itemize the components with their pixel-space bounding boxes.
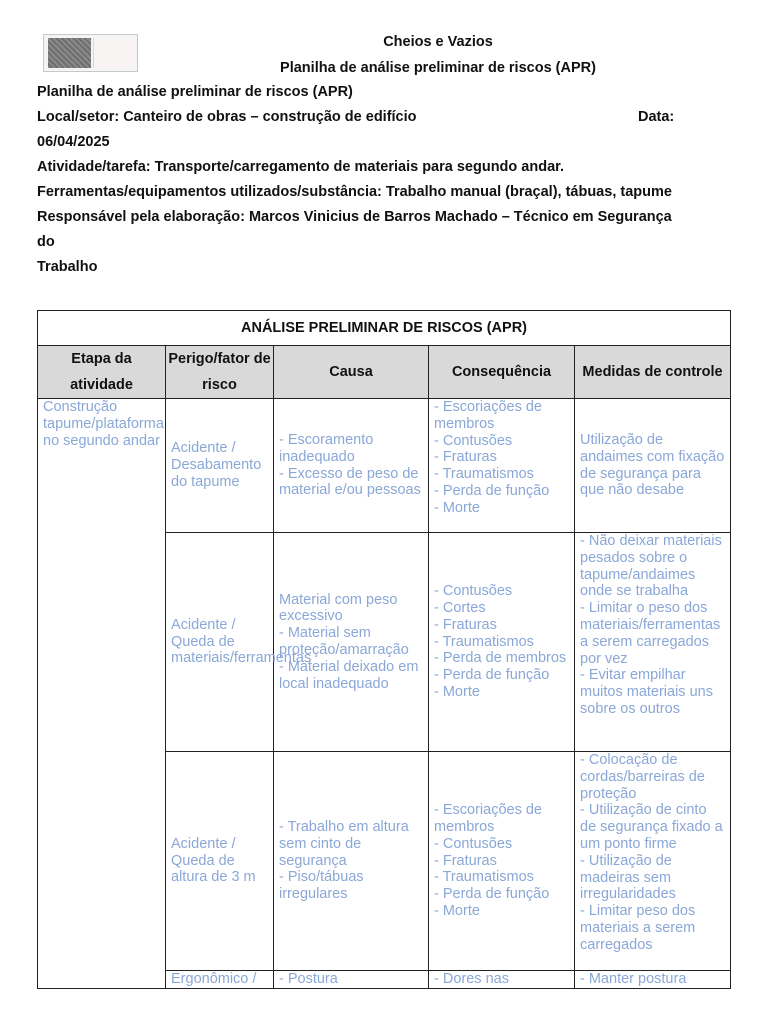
table-header-row [38,346,731,399]
causa-cell [274,752,429,971]
consequencia-line: - Traumatismos [434,869,534,886]
consequencia-cell: - Dores nas [429,971,575,989]
consequencia-cell [429,752,575,971]
consequencia-cell [429,533,575,752]
col-etapa: Etapa da atividade [38,346,166,399]
medidas-line: - Não deixar materiais pesados sobre o tapume/andaimes onde se trabalha [580,533,722,600]
consequencia-line: - Traumatismos [434,466,534,483]
col-causa: Causa [274,346,429,399]
etapa-cell: Construção tapume/plataforma no segundo andar [38,399,166,989]
consequencia-line: - Contusões [434,432,513,449]
medidas-cell [575,752,731,971]
perigo-cell: Acidente / Desabamento do tapume [166,399,274,533]
consequencia-line: - Escoriações de membros [434,399,542,432]
info-title: Planilha de análise preliminar de riscos (APR) [37,84,353,100]
col-consequencia: Consequência [429,346,575,399]
consequencia-cell [429,399,575,533]
causa-line: - Material sem proteção/amarração [279,625,409,658]
causa-line: - Excesso de peso de material e/ou pessoas [279,465,421,499]
medidas-line: - Limitar peso dos materiais a serem carregados [580,903,696,953]
table-row [38,399,731,533]
consequencia-line: - Fraturas [434,616,497,633]
causa-cell: - Postura [274,971,429,989]
medidas-line: Utilização de andaimes com fixação de segurança para que não desabe [580,431,725,499]
col-perigo: Perigo/fator de risco [166,346,274,399]
causa-line: Material com peso excessivo [279,591,398,625]
info-atividade: Atividade/tarefa: Transporte/carregamento de materiais para segundo andar. [37,159,565,175]
consequencia-line: - Perda de função [434,886,550,903]
info-responsavel-cont2: Trabalho [37,259,98,275]
medidas-line: - Colocação de cordas/barreiras de proteção [580,752,705,802]
consequencia-line: - Morte [434,902,480,919]
consequencia-line: - Escoriações de membros [434,802,542,835]
document-title: Planilha de análise preliminar de riscos (APR) [280,60,596,76]
causa-cell [274,399,429,533]
medidas-cell: - Manter postura [575,971,731,989]
causa-line: - Piso/tábuas irregulares [279,869,364,903]
date-value: 06/04/2025 [37,134,110,150]
info-responsavel: Responsável pela elaboração: Marcos Vinicius de Barros Machado – Técnico em Segurança [37,209,672,225]
table-title: ANÁLISE PRELIMINAR DE RISCOS (APR) [38,311,731,346]
consequencia-line: - Morte [434,499,480,516]
medidas-cell [575,533,731,752]
medidas-line: - Utilização de madeiras sem irregularidades [580,852,676,903]
medidas-line: - Limitar o peso dos materiais/ferramentas a serem carregados por vez [580,600,721,667]
consequencia-line: - Perda de membros [434,650,567,667]
causa-line: - Escoramento inadequado [279,431,374,465]
col-medidas: Medidas de controle [575,346,731,399]
causa-line: - Material deixado em local inadequado [279,658,419,692]
info-ferramentas: Ferramentas/equipamentos utilizados/substância: Trabalho manual (braçal), tábuas, tapume [37,184,672,200]
consequencia-line: - Traumatismos [434,633,534,650]
consequencia-line: - Fraturas [434,852,497,869]
consequencia-line: - Morte [434,683,480,700]
medidas-cell [575,399,731,533]
consequencia-line: - Fraturas [434,449,497,466]
consequencia-line: - Contusões [434,583,513,600]
perigo-cell: Acidente / Queda de materiais/ferramentas [166,533,274,752]
date-label: Data: [638,109,675,125]
causa-cell [274,533,429,752]
perigo-cell: Acidente / Queda de altura de 3 m [166,752,274,971]
company-name: Cheios e Vazios [383,34,493,50]
apr-table [37,310,731,989]
info-responsavel-cont: do [37,234,55,250]
consequencia-line: - Perda de função [434,667,550,684]
perigo-cell: Ergonômico / [166,971,274,989]
medidas-line: - Utilização de cinto de segurança fixado a um ponto firme [580,802,723,852]
consequencia-line: - Cortes [434,600,486,616]
medidas-line: - Evitar empilhar muitos materiais uns sobre os outros [580,667,713,717]
causa-line: - Trabalho em altura sem cinto de segurança [279,819,409,869]
info-local: Local/setor: Canteiro de obras – construção de edifício [37,109,417,125]
consequencia-line: - Contusões [434,835,513,852]
consequencia-line: - Perda de função [434,482,550,499]
